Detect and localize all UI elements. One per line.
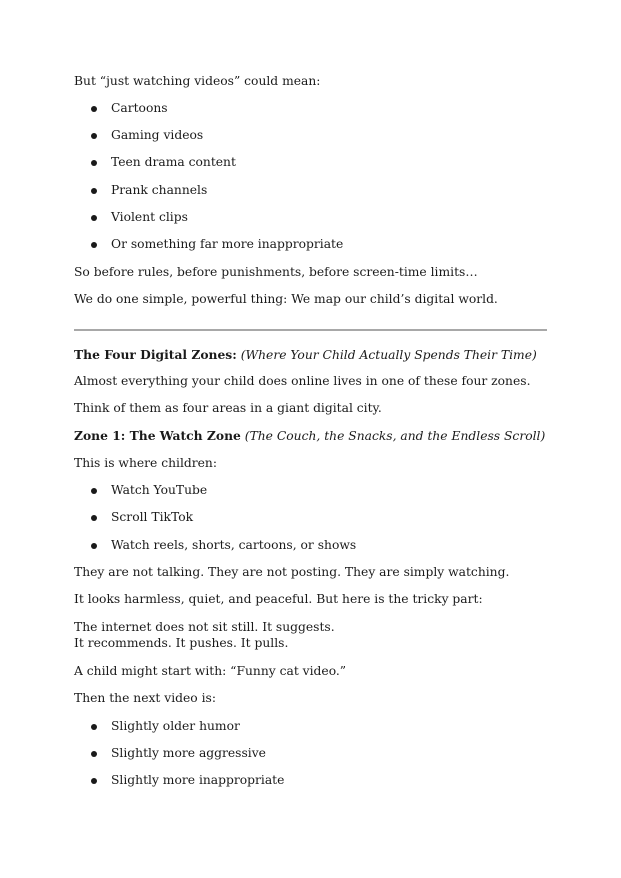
list-item: Gaming videos [111,128,204,142]
bullet-icon [91,188,97,194]
bullet-icon [91,515,97,521]
zone1-paragraph-5: Then the next video is: [74,691,216,705]
list-item: Teen drama content [111,155,236,169]
zone1-heading-title: Zone 1: The Watch Zone [74,428,241,443]
zone1-heading [74,428,545,444]
zones-heading [74,347,537,363]
bullet-icon [91,160,97,166]
zone1-paragraph-2: It looks harmless, quiet, and peaceful. But here is the tricky part: [74,592,483,606]
before-rules-paragraph: So before rules, before punishments, before screen-time limits… [74,265,478,279]
list-item: Violent clips [111,210,188,224]
zone1-intro: This is where children: [74,456,217,470]
list-item: Or something far more inappropriate [111,237,344,251]
bullet-icon [91,778,97,784]
list-item: Scroll TikTok [111,510,194,524]
bullet-icon [91,242,97,248]
bullet-icon [91,488,97,494]
list-item: Slightly more aggressive [111,746,266,760]
zones-heading-subtitle: (Where Your Child Actually Spends Their Time) [240,348,537,362]
list-item: Slightly older humor [111,719,240,733]
zones-paragraph-2: Think of them as four areas in a giant digital city. [74,401,382,415]
bullet-icon [91,215,97,221]
list-item: Watch YouTube [111,483,208,497]
bullet-icon [91,724,97,730]
zones-paragraph-1: Almost everything your child does online lives in one of these four zones. [74,374,531,388]
bullet-icon [91,751,97,757]
zones-heading-title: The Four Digital Zones: [74,347,237,362]
list-item: Prank channels [111,183,208,197]
zone1-paragraph-1: They are not talking. They are not posting. They are simply watching. [74,565,510,579]
zone1-heading-subtitle: (The Couch, the Snacks, and the Endless Scroll) [244,429,546,443]
intro-paragraph: But “just watching videos” could mean: [74,74,321,88]
zone1-paragraph-3-line-1: The internet does not sit still. It suggests. [74,620,335,634]
zone1-paragraph-3-line-2: It recommends. It pushes. It pulls. [74,636,289,650]
list-item: Slightly more inappropriate [111,773,285,787]
bullet-icon [91,133,97,139]
list-item: Cartoons [111,101,168,115]
bullet-icon [91,106,97,112]
list-item: Watch reels, shorts, cartoons, or shows [111,538,357,552]
zone1-paragraph-4: A child might start with: “Funny cat video.” [74,664,347,678]
map-world-paragraph: We do one simple, powerful thing: We map our child’s digital world. [74,292,498,306]
bullet-icon [91,543,97,549]
horizontal-divider [74,329,547,331]
